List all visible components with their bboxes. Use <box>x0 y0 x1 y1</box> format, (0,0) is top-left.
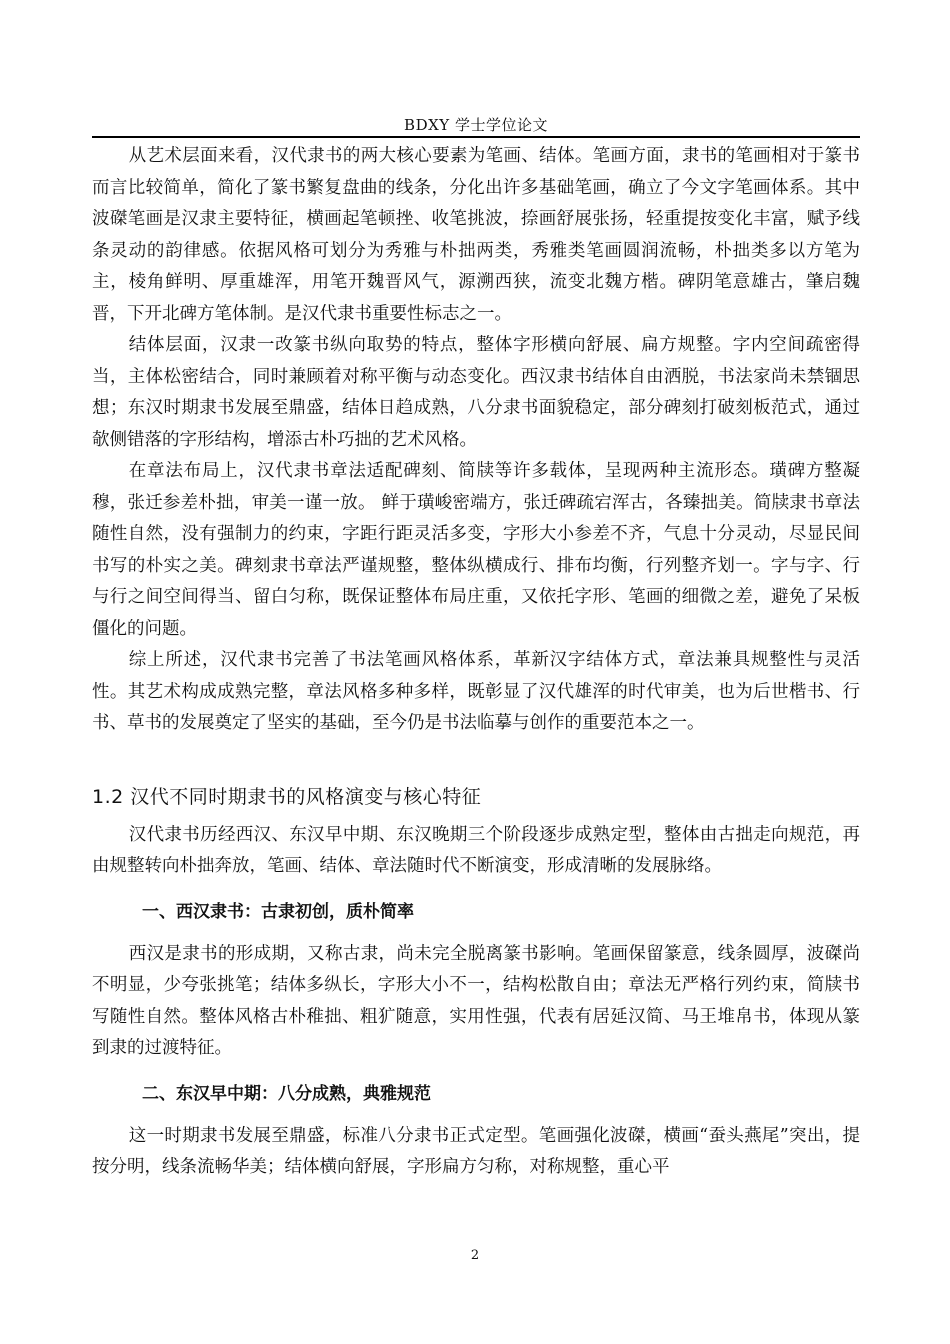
paragraph-layout-analysis: 在章法布局上，汉代隶书章法适配碑刻、简牍等许多载体，呈现两种主流形态。璜碑方整凝穆，张迁参差朴拙，审美一谨一放。 鲜于璜峻密端方，张迁碑疏宕浑古，各臻拙美。简牍隶书章法随性自然，没有强制力的约束，字距行距灵活多变，字形大小参差不齐，气息十分灵动，尽显民间书写的朴实之美。碑刻隶书章法严谨规整，整体纵横成行、排布均衡，行列整齐划一。字与字、行与行之间空间得当、留白匀称，既保证整体布局庄重，又依托字形、笔画的细微之差，避免了呆板僵化的问题。 <box>92 461 860 639</box>
paragraph-stroke-analysis: 从艺术层面来看，汉代隶书的两大核心要素为笔画、结体。笔画方面，隶书的笔画相对于篆书而言比较简单，简化了篆书繁复盘曲的线条，分化出许多基础笔画，确立了今文字笔画体系。其中波磔笔画是汉隶主要特征，横画起笔顿挫、收笔挑波，捺画舒展张扬，轻重提按变化丰富，赋予线条灵动的韵律感。依据风格可划分为秀雅与朴拙两类，秀雅类笔画圆润流畅，朴拙类多以方笔为主，棱角鲜明、厚重雄浑，用笔开魏晋风气，源溯西狭，流变北魏方楷。碑阴笔意雄古，肇启魏晋，下开北碑方笔体制。是汉代隶书重要性标志之一。 <box>92 146 860 324</box>
section-heading: 1.2 汉代不同时期隶书的风格演变与核心特征 <box>92 785 482 808</box>
subsection-heading-eastern-han-early: 二、东汉早中期：八分成熟，典雅规范 <box>142 1083 431 1104</box>
paragraph-summary: 综上所述，汉代隶书完善了书法笔画风格体系，革新汉字结体方式，章法兼具规整性与灵活性。其艺术构成成熟完整，章法风格多种多样，既彰显了汉代雄浑的时代审美，也为后世楷书、行书、草书的发展奠定了坚实的基础，至今仍是书法临摹与创作的重要范本之一。 <box>92 650 860 733</box>
page-number: 2 <box>470 1248 480 1263</box>
main-content <box>92 141 860 1184</box>
paragraph-western-han: 西汉是隶书的形成期，又称古隶，尚未完全脱离篆书影响。笔画保留篆意，线条圆厚，波磔尚不明显，少夸张挑笔；结体多纵长，字形大小不一，结构松散自由；章法无严格行列约束，简牍书写随性自然。整体风格古朴稚拙、粗犷随意，实用性强，代表有居延汉简、马王堆帛书，体现从篆到隶的过渡特征。 <box>92 943 860 1058</box>
section-intro-paragraph: 汉代隶书历经西汉、东汉早中期、东汉晚期三个阶段逐步成熟定型，整体由古拙走向规范，再由规整转向朴拙奔放，笔画、结体、章法随时代不断演变，形成清晰的发展脉络。 <box>92 824 860 876</box>
subsection-heading-western-han: 一、西汉隶书：古隶初创，质朴简率 <box>142 901 414 922</box>
running-header: BDXY 学士学位论文 <box>404 116 548 134</box>
header-rule <box>92 136 860 138</box>
paragraph-eastern-han-early: 这一时期隶书发展至鼎盛，标准八分隶书正式定型。笔画强化波磔，横画“蚕头燕尾”突出，提按分明，线条流畅华美；结体横向舒展，字形扁方匀称，对称规整，重心平 <box>92 1125 860 1177</box>
paragraph-structure-analysis: 结体层面，汉隶一改篆书纵向取势的特点，整体字形横向舒展、扁方规整。字内空间疏密得当，主体松密结合，同时兼顾着对称平衡与动态变化。西汉隶书结体自由洒脱，书法家尚未禁锢思想；东汉时期隶书发展至鼎盛，结体日趋成熟，八分隶书面貌稳定，部分碑刻打破刻板范式，通过欹侧错落的字形结构，增添古朴巧拙的艺术风格。 <box>92 335 860 450</box>
